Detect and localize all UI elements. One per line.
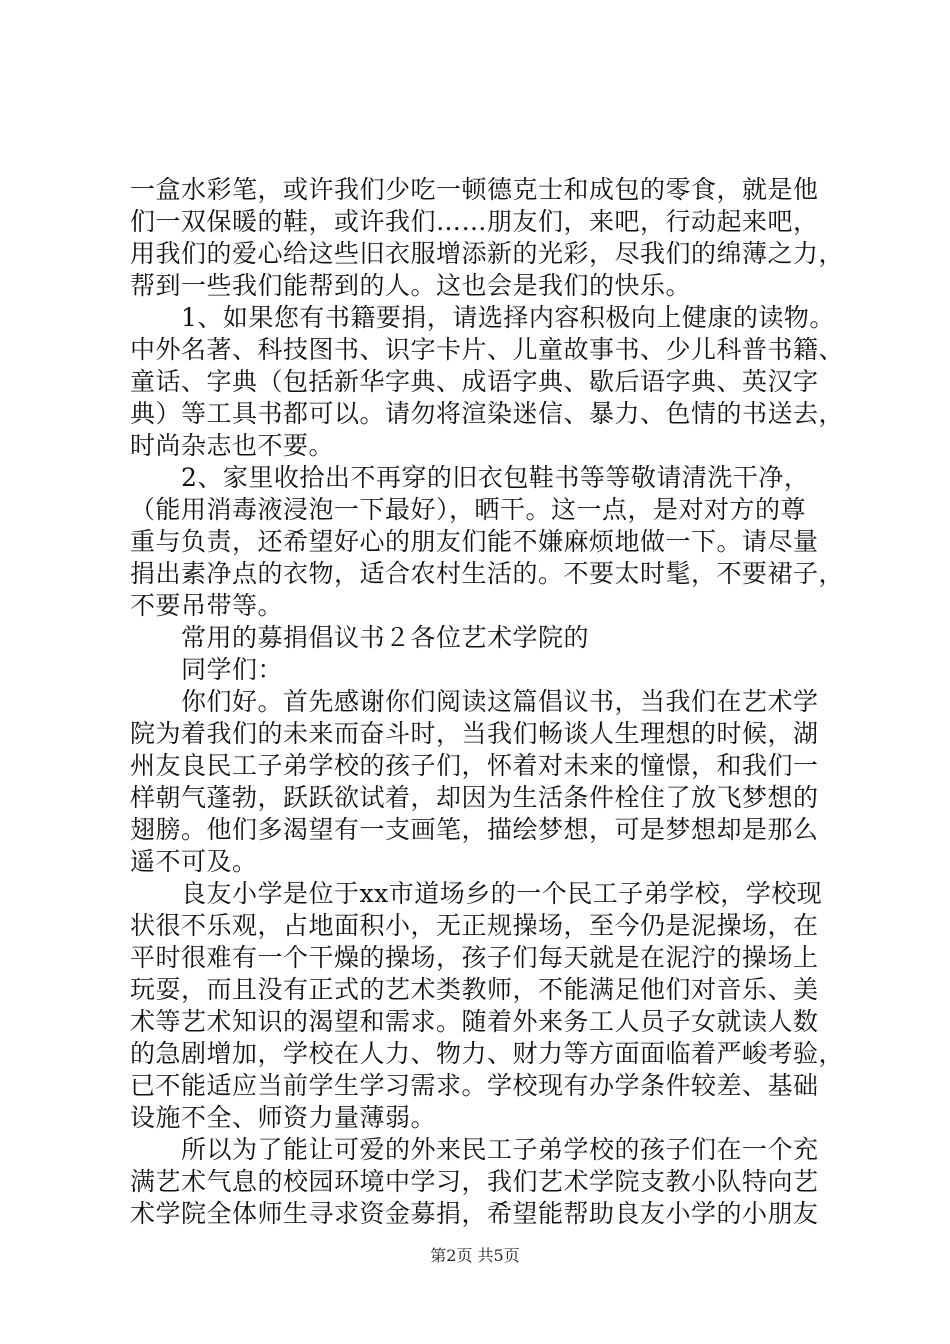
- text-line: 一盒水彩笔，或许我们少吃一顿德克士和成包的零食，就是他: [130, 175, 819, 204]
- text-line: 术学院全体师生寻求资金募捐，希望能帮助良友小学的小朋友: [130, 1199, 819, 1228]
- text-line: 遥不可及。: [130, 847, 258, 876]
- text-line: 良友小学是位于xx市道场乡的一个民工子弟学校，学校现: [181, 879, 823, 908]
- text-line: 捐出素净点的衣物，适合农村生活的。不要太时髦，不要裙子，: [130, 559, 845, 588]
- text-line: 中外名著、科技图书、识字卡片、儿童故事书、少儿科普书籍、: [130, 335, 845, 364]
- text-line: 用我们的爱心给这些旧衣服增添新的光彩，尽我们的绵薄之力，: [130, 239, 845, 268]
- text-line: 时尚杂志也不要。: [130, 431, 335, 460]
- text-line: 玩耍，而且没有正式的艺术类教师，不能满足他们对音乐、美: [130, 975, 819, 1004]
- text-line: 院为着我们的未来而奋斗时，当我们畅谈人生理想的时候，湖: [130, 719, 819, 748]
- text-line: （能用消毒液浸泡一下最好），晒干。这一点，是对对方的尊: [130, 495, 807, 524]
- text-line: 帮到一些我们能帮到的人。这也会是我们的快乐。: [130, 271, 692, 300]
- text-line: 样朝气蓬勃，跃跃欲试着，却因为生活条件栓住了放飞梦想的: [130, 783, 819, 812]
- text-line: 童话、字典（包括新华字典、成语字典、歇后语字典、英汉字: [130, 367, 819, 396]
- text-line: 术等艺术知识的渴望和需求。随着外来务工人员子女就读人数: [130, 1007, 819, 1036]
- text-line: 2、家里收拾出不再穿的旧衣包鞋书等等敬请清洗干净，: [181, 463, 810, 492]
- section-heading: 常用的募捐倡议书２各位艺术学院的: [181, 623, 590, 652]
- text-line: 平时很难有一个干燥的操场，孩子们每天就是在泥泞的操场上: [130, 943, 819, 972]
- text-line: 翅膀。他们多渴望有一支画笔，描绘梦想，可是梦想却是那么: [130, 815, 819, 844]
- text-line: 已不能适应当前学生学习需求。学校现有办学条件较差、基础: [130, 1071, 819, 1100]
- text-line: 状很不乐观，占地面积小，无正规操场，至今仍是泥操场，在: [130, 911, 819, 940]
- text-line: 你们好。首先感谢你们阅读这篇倡议书，当我们在艺术学: [181, 687, 819, 716]
- text-line: 们一双保暖的鞋，或许我们……朋友们，来吧，行动起来吧，: [130, 207, 819, 236]
- text-line: 州友良民工子弟学校的孩子们，怀着对未来的憧憬，和我们一: [130, 751, 819, 780]
- text-line: 重与负责，还希望好心的朋友们能不嫌麻烦地做一下。请尽量: [130, 527, 819, 556]
- text-line: 的急剧增加，学校在人力、物力、财力等方面面临着严峻考验，: [130, 1039, 845, 1068]
- salutation: 同学们：: [181, 655, 284, 684]
- page-number-footer: 第2页 共5页: [430, 1246, 520, 1265]
- text-line: 1、如果您有书籍要捐，请选择内容积极向上健康的读物。: [181, 303, 835, 332]
- text-line: 所以为了能让可爱的外来民工子弟学校的孩子们在一个充: [181, 1135, 819, 1164]
- text-line: 不要吊带等。: [130, 591, 284, 620]
- text-line: 典）等工具书都可以。请勿将渲染迷信、暴力、色情的书送去，: [130, 399, 845, 428]
- text-line: 满艺术气息的校园环境中学习，我们艺术学院支教小队特向艺: [130, 1167, 819, 1196]
- text-line: 设施不全、师资力量薄弱。: [130, 1103, 437, 1132]
